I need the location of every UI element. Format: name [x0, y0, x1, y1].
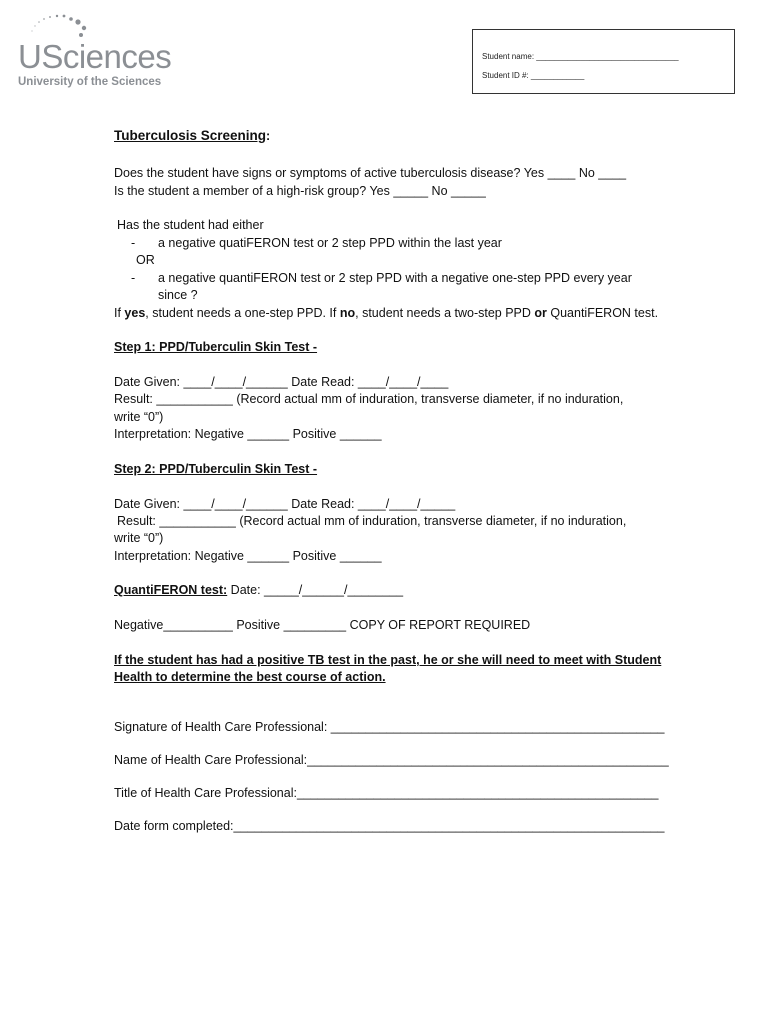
usciences-logo [14, 12, 184, 92]
section-title: Tuberculosis Screening: [114, 128, 271, 143]
step1-result-line[interactable]: Result: ___________ (Record actual mm of induration, transverse diameter, if no induration, [114, 392, 624, 406]
quantiferon-results[interactable]: Negative__________ Positive _________ COPY OF REPORT REQUIRED [114, 618, 531, 632]
step1-heading: Step 1: PPD/Tuberculin Skin Test - [114, 340, 318, 354]
quantiferon-label: QuantiFERON test: [114, 583, 228, 597]
instructions-text: If yes, student needs a one-step PPD. If no, student needs a two-step PPD or QuantiFERON test. [114, 306, 659, 320]
student-id-field[interactable]: Student ID #: ____________ [482, 71, 585, 80]
positive-tb-notice-line2: Health to determine the best course of action. [114, 670, 386, 684]
option2-text: a negative quantiFERON test or 2 step PPD with a negative one-step PPD every year [158, 271, 632, 285]
step2-heading: Step 2: PPD/Tuberculin Skin Test - [114, 462, 318, 476]
question-symptoms[interactable]: Does the student have signs or symptoms of active tuberculosis disease? Yes ____ No ____ [114, 166, 627, 180]
quantiferon-date-line[interactable]: QuantiFERON test: Date: _____/______/________ [114, 583, 404, 597]
step1-interpretation[interactable]: Interpretation: Negative ______ Positive ______ [114, 427, 382, 441]
signature-field[interactable]: Signature of Health Care Professional: ________________________________________________ [114, 720, 665, 734]
or-text: OR [136, 253, 155, 267]
option2-continuation: since ? [158, 288, 198, 302]
student-name-field[interactable]: Student name: ________________________________ [482, 52, 679, 61]
option2-dash: - [131, 271, 136, 285]
logo-wordmark: USciences [18, 38, 172, 75]
step1-date-line[interactable]: Date Given: ____/____/______ Date Read: ____/____/____ [114, 375, 449, 389]
step2-write-zero: write “0”) [114, 531, 164, 545]
date-completed-field[interactable]: Date form completed:______________________________________________________________ [114, 819, 665, 833]
question-high-risk[interactable]: Is the student a member of a high-risk group? Yes _____ No _____ [114, 184, 486, 198]
had-either-text: Has the student had either [117, 218, 264, 232]
student-info-box [472, 29, 735, 94]
name-field[interactable]: Name of Health Care Professional:____________________________________________________ [114, 753, 669, 767]
positive-tb-notice-line1: If the student has had a positive TB test in the past, he or she will need to meet with Student [114, 653, 662, 667]
step2-interpretation[interactable]: Interpretation: Negative ______ Positive ______ [114, 549, 382, 563]
step2-result-line[interactable]: Result: ___________ (Record actual mm of induration, transverse diameter, if no induration, [117, 514, 627, 528]
step1-write-zero: write “0”) [114, 410, 164, 424]
logo-subtitle: University of the Sciences [18, 76, 162, 88]
step2-date-line[interactable]: Date Given: ____/____/______ Date Read: ____/____/_____ [114, 497, 456, 511]
option1-text: a negative quatiFERON test or 2 step PPD within the last year [158, 236, 502, 250]
title-field[interactable]: Title of Health Care Professional:____________________________________________________ [114, 786, 659, 800]
option1-dash: - [131, 236, 136, 250]
